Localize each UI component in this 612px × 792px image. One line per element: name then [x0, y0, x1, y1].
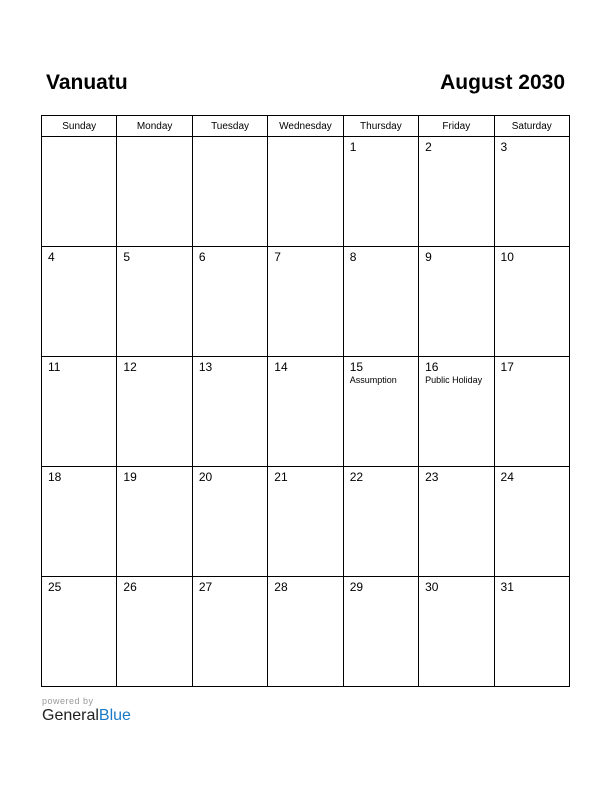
day-number: 16 — [425, 360, 439, 374]
day-number: 12 — [123, 360, 137, 374]
day-number: 7 — [274, 250, 281, 264]
week-row — [42, 577, 570, 687]
day-number: 17 — [500, 360, 514, 374]
day-number: 10 — [500, 250, 514, 264]
day-cell — [343, 137, 418, 247]
day-number — [117, 137, 191, 140]
day-cell — [117, 137, 192, 247]
day-cell — [419, 467, 494, 577]
brand-blue-text: Blue — [98, 707, 131, 724]
day-cell — [117, 577, 192, 687]
day-number — [42, 137, 116, 140]
day-cell — [494, 247, 569, 357]
day-cell — [268, 357, 343, 467]
day-cell — [192, 247, 267, 357]
day-number: 27 — [198, 580, 213, 594]
day-number: 11 — [48, 360, 61, 374]
holiday-label: Public Holiday — [425, 375, 483, 385]
day-cell — [268, 467, 343, 577]
day-cell — [42, 137, 117, 247]
day-number: 14 — [274, 360, 288, 374]
day-cell — [117, 247, 192, 357]
day-cell — [117, 357, 192, 467]
day-cell — [192, 137, 267, 247]
calendar-grid — [41, 115, 570, 687]
day-number: 29 — [349, 580, 364, 594]
day-cell — [494, 357, 569, 467]
day-cell — [42, 577, 117, 687]
week-row — [42, 357, 570, 467]
day-number: 25 — [48, 580, 62, 594]
day-number: 9 — [425, 250, 432, 264]
day-cell — [343, 467, 418, 577]
day-cell — [268, 137, 343, 247]
day-number: 8 — [349, 250, 357, 264]
weekday-header: Tuesday — [192, 116, 267, 137]
week-row — [42, 247, 570, 357]
day-cell — [419, 137, 494, 247]
weekday-header: Friday — [419, 116, 494, 137]
day-cell — [117, 467, 192, 577]
day-number: 19 — [123, 470, 137, 484]
holiday-label: Assumption — [349, 375, 397, 385]
day-number: 24 — [500, 470, 514, 484]
day-cell — [192, 577, 267, 687]
weekday-header: Saturday — [494, 116, 569, 137]
day-number: 4 — [48, 250, 55, 264]
weekday-header: Monday — [117, 116, 192, 137]
weekday-header: Sunday — [42, 116, 117, 137]
day-number: 3 — [500, 140, 508, 154]
day-number: 6 — [198, 250, 206, 264]
week-row — [42, 137, 570, 247]
day-number: 2 — [425, 140, 432, 154]
weekday-header-row — [42, 116, 570, 137]
week-row — [42, 467, 570, 577]
day-number: 18 — [48, 470, 62, 484]
footer-branding — [42, 696, 131, 725]
day-number: 23 — [425, 470, 439, 484]
brand-general-text: General — [42, 707, 99, 724]
weekday-header: Wednesday — [268, 116, 343, 137]
day-cell — [42, 247, 117, 357]
day-cell — [343, 247, 418, 357]
day-cell — [419, 357, 494, 467]
day-cell — [494, 467, 569, 577]
powered-by-text: powered by — [42, 696, 94, 706]
day-number: 5 — [123, 250, 131, 264]
day-number: 31 — [500, 580, 514, 594]
day-cell — [268, 577, 343, 687]
day-number — [193, 137, 267, 140]
day-cell — [494, 137, 569, 247]
day-cell — [42, 357, 117, 467]
day-cell — [419, 247, 494, 357]
weekday-header: Thursday — [343, 116, 418, 137]
day-cell — [494, 577, 569, 687]
day-number: 21 — [274, 470, 288, 484]
day-number: 13 — [198, 360, 213, 374]
month-title: August 2030 — [440, 71, 565, 94]
day-cell — [42, 467, 117, 577]
day-number: 20 — [198, 470, 213, 484]
day-cell — [343, 357, 418, 467]
day-number: 30 — [425, 580, 439, 594]
day-number: 28 — [274, 580, 288, 594]
day-number: 15 — [349, 360, 364, 374]
day-number — [268, 137, 342, 140]
generalblue-logo[interactable] — [42, 707, 131, 725]
day-cell — [192, 467, 267, 577]
country-title: Vanuatu — [46, 71, 128, 94]
day-cell — [268, 247, 343, 357]
day-cell — [419, 577, 494, 687]
day-cell — [192, 357, 267, 467]
day-number: 1 — [349, 140, 357, 154]
day-cell — [343, 577, 418, 687]
day-number: 22 — [349, 470, 364, 484]
day-number: 26 — [123, 580, 137, 594]
